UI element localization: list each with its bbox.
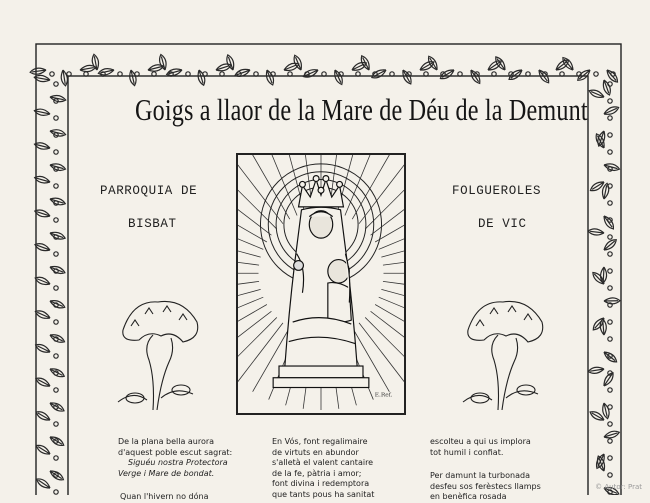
halo-ray bbox=[269, 155, 297, 216]
border-leaf bbox=[588, 228, 605, 236]
verse-line: De la plana bella aurora bbox=[118, 437, 215, 446]
border-berry bbox=[594, 72, 598, 76]
border-berry bbox=[608, 422, 612, 426]
border-leaf bbox=[158, 54, 168, 71]
halo-ray bbox=[379, 221, 404, 249]
verse-line: de la fe, pàtria i amor; bbox=[272, 468, 362, 478]
border-berry bbox=[608, 269, 612, 273]
verse-line: font divina i redemptora bbox=[272, 479, 370, 488]
border-leaf bbox=[147, 63, 164, 73]
border-berry bbox=[54, 388, 58, 392]
border-leaf bbox=[48, 468, 65, 482]
halo-ray bbox=[381, 289, 404, 308]
verse-column-3 bbox=[430, 437, 541, 503]
header-parish-label: PARROQUIA DE bbox=[100, 184, 198, 198]
halo-ray bbox=[238, 177, 277, 229]
border-berry bbox=[54, 422, 58, 426]
engraver-signature: E.Ref. bbox=[374, 392, 393, 399]
border-leaf bbox=[302, 67, 319, 79]
border-leaf bbox=[588, 88, 605, 100]
verse-line: en benèfica rosada bbox=[430, 492, 507, 501]
border-berry bbox=[54, 150, 58, 154]
border-berry bbox=[608, 235, 612, 239]
page-title: Goigs a llaor de la Mare de Déu de la Demunt bbox=[135, 92, 588, 127]
border-leaf bbox=[49, 366, 66, 379]
border-leaf bbox=[561, 56, 576, 72]
border-berry bbox=[54, 218, 58, 222]
border-leaf bbox=[30, 67, 47, 75]
border-leaf bbox=[35, 409, 52, 422]
verse-column-1 bbox=[118, 437, 232, 503]
border-berry bbox=[608, 133, 612, 137]
border-leaf bbox=[34, 309, 51, 321]
border-leaf bbox=[596, 130, 607, 147]
border-leaf bbox=[576, 68, 592, 83]
border-berry bbox=[54, 82, 58, 86]
halo-ray bbox=[238, 238, 261, 257]
verse-line: Per damunt la turbonada bbox=[430, 471, 530, 480]
border-leaf bbox=[468, 68, 482, 85]
verse-refrain-line: Verge i Mare de bondat. bbox=[118, 468, 215, 478]
border-leaf bbox=[35, 443, 52, 457]
verse-line: En Vós, font regalimaire bbox=[272, 437, 368, 446]
border-leaf bbox=[98, 67, 115, 76]
border-berry bbox=[608, 150, 612, 154]
border-leaf bbox=[49, 400, 66, 413]
border-leaf bbox=[486, 59, 503, 73]
verse-line: d'aquest poble escut sagrat: bbox=[118, 447, 233, 457]
verse-line: que tants pous ha sanitat bbox=[272, 489, 375, 499]
border-leaf bbox=[48, 434, 65, 447]
verse-refrain-line: Siguéu nostra Protectora bbox=[128, 458, 228, 467]
halo-ray bbox=[375, 305, 404, 342]
border-berry bbox=[54, 354, 58, 358]
border-leaf bbox=[34, 342, 51, 354]
border-leaf bbox=[493, 55, 507, 72]
verse-line: de virtuts en abundor bbox=[272, 447, 359, 457]
border-berry bbox=[54, 252, 58, 256]
border-berry bbox=[54, 116, 58, 120]
header-diocese-name: DE VIC bbox=[478, 217, 527, 231]
halo-ray bbox=[238, 289, 261, 308]
border-berry bbox=[608, 456, 612, 460]
border-berry bbox=[608, 439, 612, 443]
border-leaf bbox=[602, 350, 618, 365]
border-leaf bbox=[225, 54, 236, 71]
halo-ray bbox=[238, 297, 263, 325]
halo-ray bbox=[238, 221, 263, 249]
halo-ray bbox=[365, 177, 404, 229]
border-berry bbox=[608, 320, 612, 324]
border-leaf bbox=[603, 429, 620, 439]
border-berry bbox=[608, 286, 612, 290]
border-berry bbox=[608, 337, 612, 341]
halo-ray bbox=[238, 255, 259, 265]
border-leaf bbox=[507, 68, 523, 82]
virgin-engraving bbox=[236, 153, 406, 415]
halo-ray bbox=[238, 317, 277, 369]
border-leaf bbox=[588, 366, 605, 374]
border-leaf bbox=[34, 376, 51, 389]
verse-line: Quan l'hivern no dóna bbox=[120, 492, 209, 501]
border-berry bbox=[608, 473, 612, 477]
border-berry bbox=[608, 116, 612, 120]
border-leaf bbox=[603, 105, 620, 117]
virgin-illustration bbox=[238, 155, 404, 413]
border-berry bbox=[608, 388, 612, 392]
border-berry bbox=[54, 184, 58, 188]
verse-column-2 bbox=[272, 437, 374, 500]
border-berry bbox=[608, 252, 612, 256]
border-berry bbox=[54, 456, 58, 460]
border-berry bbox=[608, 99, 612, 103]
header-town-name: FOLGUEROLES bbox=[452, 184, 542, 198]
halo-ray bbox=[381, 238, 404, 257]
border-berry bbox=[54, 320, 58, 324]
halo-ray bbox=[365, 317, 404, 369]
border-leaf bbox=[49, 332, 66, 344]
border-berry bbox=[50, 72, 54, 76]
border-leaf bbox=[419, 59, 436, 72]
border-leaf bbox=[600, 319, 607, 335]
right-tree-illustration bbox=[458, 290, 548, 410]
halo-ray bbox=[379, 297, 404, 325]
border-leaf bbox=[332, 69, 344, 86]
halo-ray bbox=[238, 281, 259, 291]
verse-line: escolteu a qui us implora bbox=[430, 437, 531, 446]
verse-line: desfeu sos ferèstecs llamps bbox=[430, 481, 541, 491]
verse-line: s'alletà el valent cantaire bbox=[272, 458, 374, 467]
halo-ray bbox=[383, 281, 404, 291]
halo-ray bbox=[345, 155, 373, 216]
header-diocese-label: BISBAT bbox=[128, 217, 177, 231]
border-leaf bbox=[400, 69, 413, 86]
left-tree-illustration bbox=[113, 290, 203, 410]
border-berry bbox=[608, 201, 612, 205]
halo-ray bbox=[238, 305, 267, 342]
halo-ray bbox=[383, 255, 404, 265]
border-berry bbox=[608, 405, 612, 409]
border-berry bbox=[54, 286, 58, 290]
border-berry bbox=[54, 490, 58, 494]
copyright-watermark: © Autor: Prat bbox=[595, 483, 642, 491]
verse-line: tot humil i confiat. bbox=[430, 447, 504, 457]
border-leaf bbox=[35, 477, 52, 491]
